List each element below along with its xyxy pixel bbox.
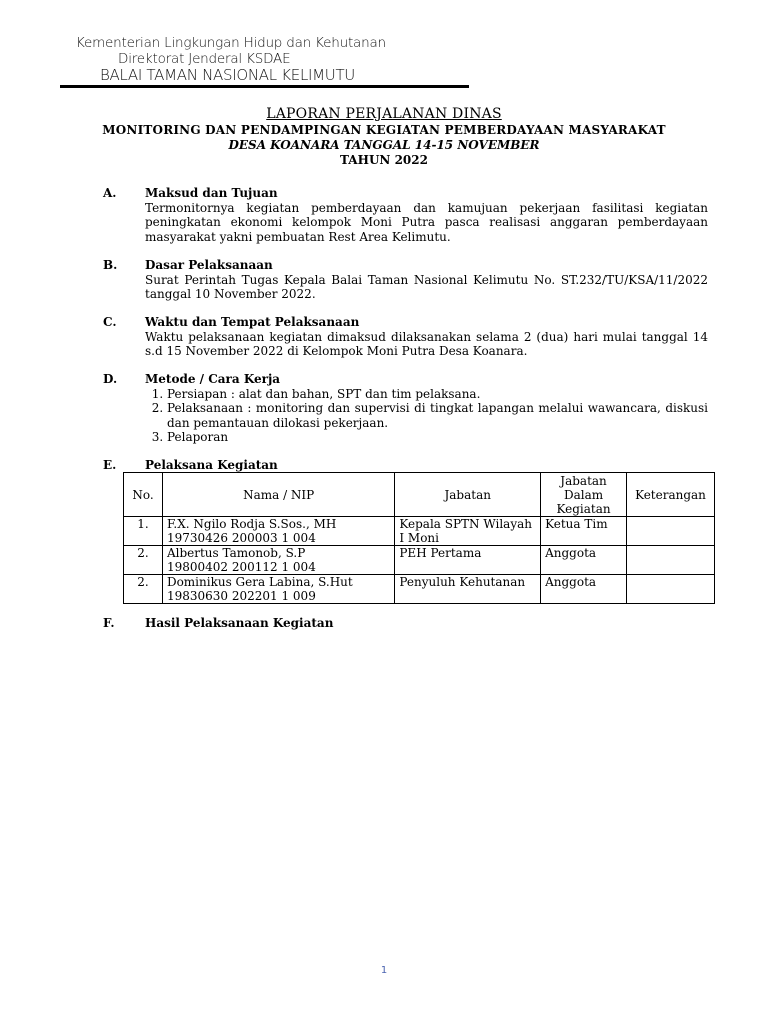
staff-nip: 19800402 200112 1 004 — [166, 560, 316, 574]
col-header-notes: Keterangan — [627, 473, 715, 517]
cell-no: 1. — [124, 517, 163, 546]
cell-name-nip — [162, 575, 394, 604]
list-item: 2. Pelaksanaan : monitoring dan supervisi di tingkat lapangan melalui wawancara, diskusi dan pemantauan dilokasi pekerjaan. — [167, 401, 708, 430]
list-item: 1. Persiapan : alat dan bahan, SPT dan tim pelaksana. — [167, 387, 708, 402]
directorate-name: Direktorat Jenderal KSDAE — [118, 51, 291, 67]
cell-position: PEH Pertama — [395, 546, 541, 575]
section-c — [103, 315, 708, 359]
section-letter: E. — [103, 458, 117, 472]
report-year: TAHUN 2022 — [340, 153, 428, 167]
staff-nip: 19830630 202201 1 009 — [166, 589, 316, 603]
section-heading: Dasar Pelaksanaan — [145, 258, 273, 272]
section-body: Waktu pelaksanaan kegiatan dimaksud dilaksanakan selama 2 (dua) hari mulai tanggal 14 s.d 15 November 2022 di Kelompok Moni Putra Desa Koanara. — [145, 329, 708, 358]
staff-table — [123, 472, 715, 604]
section-body: Surat Perintah Tugas Kepala Balai Taman Nasional Kelimutu No. ST.232/TU/KSA/11/2022 tanggal 10 November 2022. — [145, 272, 708, 301]
section-letter: D. — [103, 372, 118, 386]
section-d — [103, 372, 708, 445]
staff-name: Dominikus Gera Labina, S.Hut — [166, 575, 353, 589]
section-letter: A. — [103, 186, 117, 200]
section-heading: Waktu dan Tempat Pelaksanaan — [145, 315, 360, 329]
cell-role: Ketua Tim — [541, 517, 627, 546]
report-title-block — [0, 105, 768, 168]
cell-name-nip — [162, 546, 394, 575]
cell-role: Anggota — [541, 575, 627, 604]
section-letter: F. — [103, 616, 115, 630]
report-title: LAPORAN PERJALANAN DINAS — [266, 106, 502, 122]
cell-no: 2. — [124, 575, 163, 604]
cell-role: Anggota — [541, 546, 627, 575]
section-b — [103, 258, 708, 302]
table-row — [124, 517, 715, 546]
section-letter: C. — [103, 315, 117, 329]
cell-position: Kepala SPTN Wilayah I Moni — [395, 517, 541, 546]
section-heading: Pelaksana Kegiatan — [145, 458, 278, 472]
staff-nip: 19730426 200003 1 004 — [166, 531, 316, 545]
cell-name-nip — [162, 517, 394, 546]
cell-notes — [627, 546, 715, 575]
report-subtitle: MONITORING DAN PENDAMPINGAN KEGIATAN PEMBERDAYAAN MASYARAKAT — [102, 123, 666, 137]
col-header-name: Nama / NIP — [162, 473, 394, 517]
office-name: BALAI TAMAN NASIONAL KELIMUTU — [100, 66, 355, 84]
method-list — [145, 387, 708, 445]
report-location-date: DESA KOANARA TANGGAL 14-15 NOVEMBER — [228, 138, 540, 152]
list-item: 3. Pelaporan — [167, 430, 708, 445]
staff-name: Albertus Tamonob, S.P — [166, 546, 306, 560]
section-f — [103, 616, 708, 631]
cell-position: Penyuluh Kehutanan — [395, 575, 541, 604]
table-row — [124, 575, 715, 604]
table-row — [124, 546, 715, 575]
section-letter: B. — [103, 258, 118, 272]
section-body: Termonitornya kegiatan pemberdayaan dan kamujuan pekerjaan fasilitasi kegiatan peningkatan ekonomi kelompok Moni Putra pasca realisasi anggaran pemberdayaan masyarakat yakni pembuatan Rest Area Kelimutu. — [145, 200, 708, 244]
col-header-position: Jabatan — [395, 473, 541, 517]
ministry-name: Kementerian Lingkungan Hidup dan Kehutanan — [76, 35, 386, 51]
table-header-row — [124, 473, 715, 517]
section-heading: Metode / Cara Kerja — [145, 372, 281, 386]
cell-notes — [627, 575, 715, 604]
section-heading: Hasil Pelaksanaan Kegiatan — [145, 616, 334, 630]
staff-name: F.X. Ngilo Rodja S.Sos., MH — [166, 517, 337, 531]
section-heading: Maksud dan Tujuan — [145, 186, 278, 200]
page-number: 1 — [380, 965, 388, 976]
letterhead-rule — [60, 85, 469, 88]
cell-notes — [627, 517, 715, 546]
col-header-no: No. — [124, 473, 163, 517]
cell-no: 2. — [124, 546, 163, 575]
section-a — [103, 186, 708, 244]
col-header-role: Jabatan Dalam Kegiatan — [541, 473, 627, 517]
section-e — [103, 458, 708, 473]
